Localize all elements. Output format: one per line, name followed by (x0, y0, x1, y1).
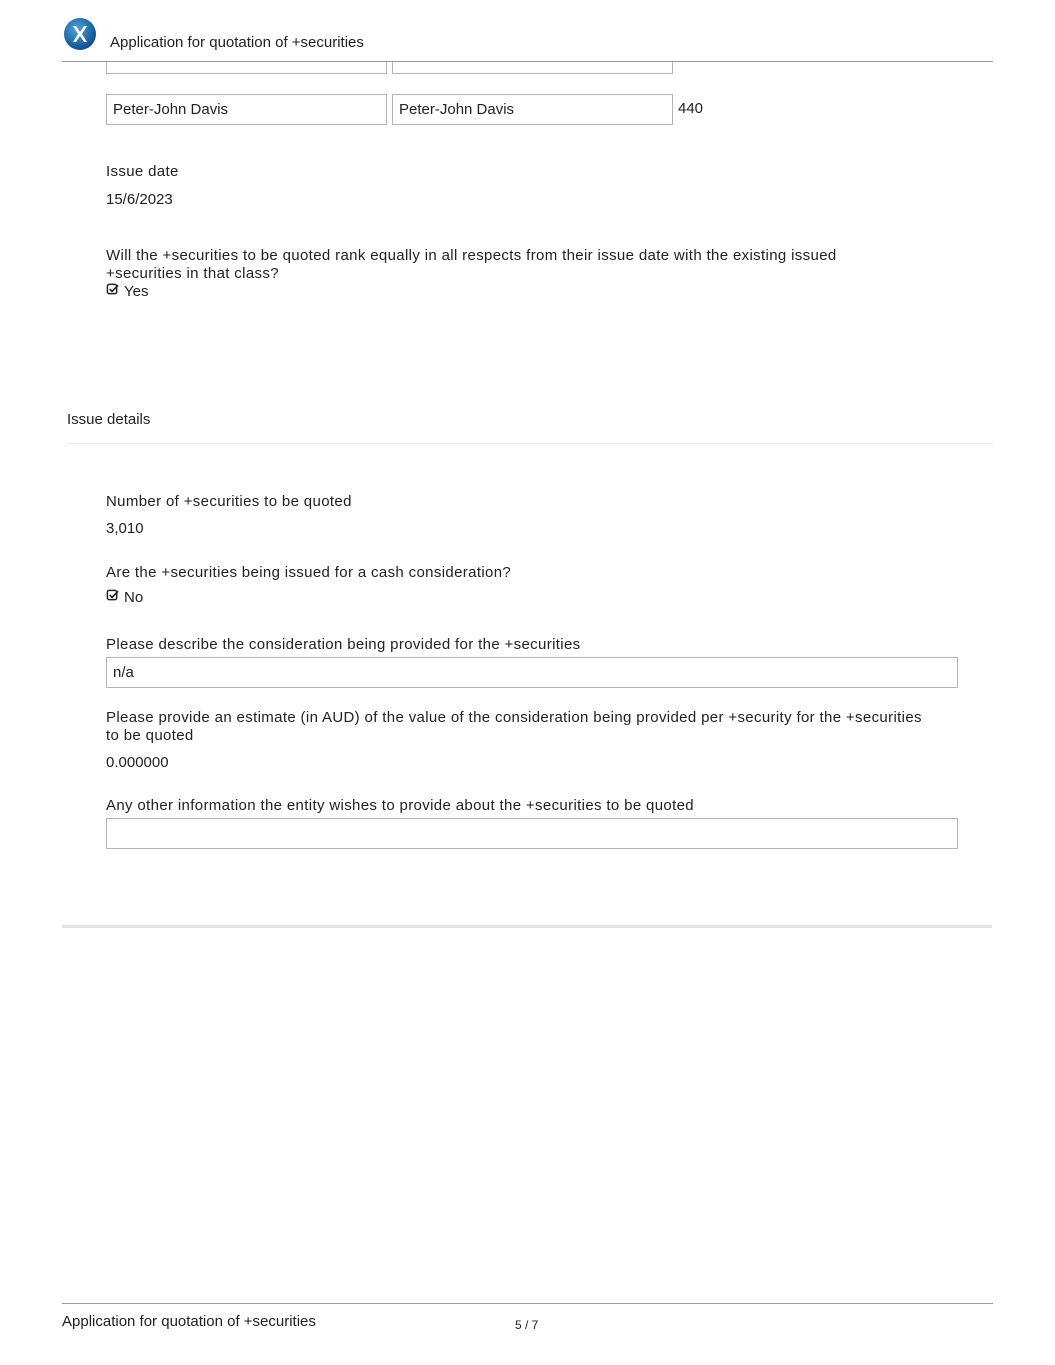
footer-divider (62, 1303, 993, 1304)
describe-consideration-label: Please describe the consideration being provided for the +securities (106, 636, 581, 653)
rank-equally-answer-text: Yes (124, 283, 149, 300)
estimate-value: 0.000000 (106, 754, 169, 771)
header-title: Application for quotation of +securities (110, 34, 364, 51)
holder-name-field[interactable]: Peter-John Davis (106, 94, 387, 125)
rank-equally-question: Will the +securities to be quoted rank equally in all respects from their issue date with the existing issued +securities in that class? (106, 247, 837, 282)
asx-logo-icon (63, 17, 97, 51)
issue-date-value: 15/6/2023 (106, 191, 173, 208)
section-divider (67, 443, 993, 444)
holder-name-field-2[interactable]: Peter-John Davis (392, 94, 673, 125)
cash-consideration-answer-text: No (124, 589, 144, 606)
checkbox-checked-icon (106, 589, 119, 606)
section-title-issue-details: Issue details (67, 411, 151, 428)
checkbox-checked-icon (106, 283, 119, 300)
issue-date-label: Issue date (106, 163, 179, 180)
cash-consideration-question: Are the +securities being issued for a cash consideration? (106, 564, 512, 581)
other-info-field[interactable] (106, 818, 958, 849)
previous-name-field-2[interactable] (392, 62, 673, 74)
estimate-value-label: Please provide an estimate (in AUD) of the value of the consideration being provided per +security for the +securities to be quoted (106, 709, 922, 744)
number-to-quote-value: 3,010 (106, 520, 144, 537)
cash-consideration-answer (106, 589, 143, 606)
rank-equally-answer (106, 283, 148, 300)
other-info-label: Any other information the entity wishes to provide about the +securities to be quoted (106, 797, 695, 814)
previous-name-field[interactable] (106, 62, 387, 74)
number-to-quote-label: Number of +securities to be quoted (106, 493, 352, 510)
section-end-divider (62, 925, 992, 928)
page-number: 5 / 7 (515, 1318, 539, 1332)
describe-consideration-field[interactable]: n/a (106, 657, 958, 688)
footer-title: Application for quotation of +securities (62, 1313, 316, 1330)
holding-number: 440 (678, 100, 704, 117)
